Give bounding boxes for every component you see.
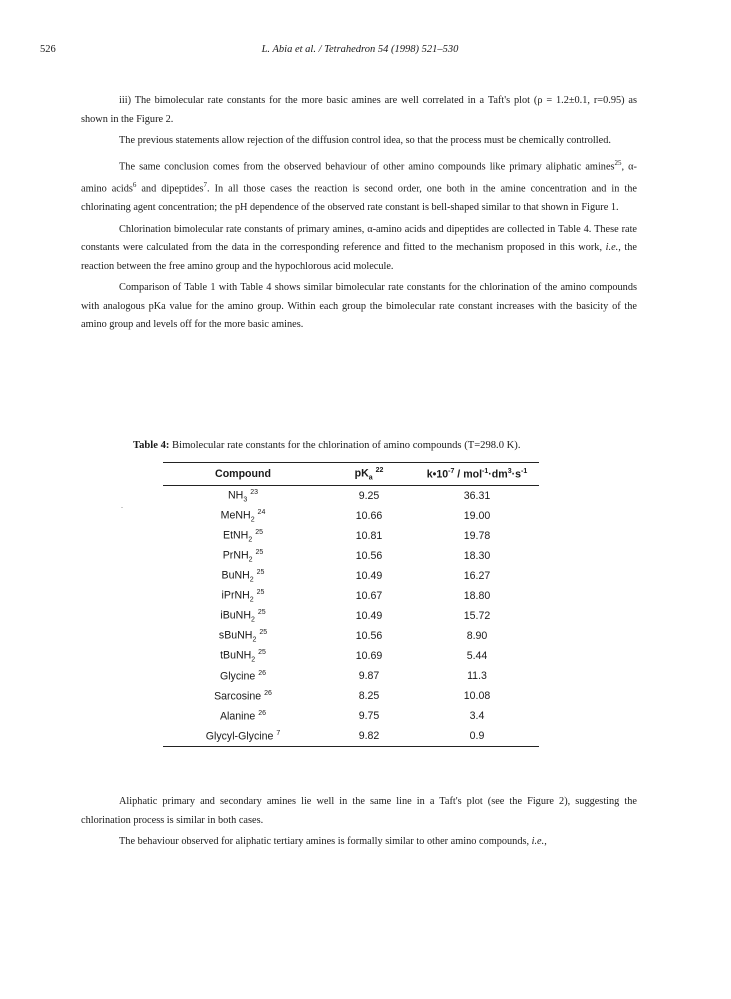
cell-compound: iBuNH$_2$ $^{25}$: [220, 608, 266, 624]
cell-rate-constant: 0.9: [415, 726, 539, 747]
cell-compound: Sarcosine $^{26}$: [214, 689, 272, 703]
table-row: [163, 726, 539, 747]
paragraph-1: iii) The bimolecular rate constants for the more basic amines are well correlated in a Taft's plot (ρ = 1.2±0.1, r=0.95) as shown in the Figure 2.: [81, 95, 637, 125]
table-row: [163, 686, 539, 706]
cell-pka: 10.49: [355, 610, 383, 622]
table-caption: Table 4: Bimolecular rate constants for the chlorination of amino compounds (T=298.0 K).: [133, 440, 521, 451]
paragraph-2: The previous statements allow rejection of the diffusion control idea, so that the process must be chemically controlled.: [119, 135, 611, 146]
cell-pka: 10.67: [355, 590, 383, 602]
table-body: [163, 486, 539, 747]
cell-rate-constant: 19.78: [463, 530, 491, 542]
table-row: [163, 546, 539, 566]
citation: 25: [614, 158, 622, 167]
cell-pka: 10.81: [355, 530, 383, 542]
cell-pka: 9.75: [358, 710, 380, 722]
cell-rate-constant: 16.27: [463, 570, 491, 582]
cell-rate-constant: 36.31: [463, 490, 491, 502]
cell-compound: BuNH$_2$ $^{25}$: [221, 568, 265, 584]
cell-rate-constant: 19.00: [463, 510, 491, 522]
cell-rate-constant: 18.30: [463, 550, 491, 562]
cell-pka: 9.87: [358, 670, 380, 682]
header-pka: $pK_a$ $^{22}$: [323, 463, 415, 486]
paragraph-6: Aliphatic primary and secondary amines lie well in the same line in a Taft's plot (see the Figure 2), suggesting the chlorination process is similar in both cases.: [81, 796, 637, 826]
table-row: [163, 486, 539, 507]
cell-pka: 9.82: [323, 726, 415, 747]
cell-pka: 10.56: [355, 630, 383, 642]
cell-pka: 10.69: [355, 650, 383, 662]
body-text-lower: [81, 793, 637, 855]
cell-compound: Glycine $^{26}$: [219, 669, 267, 683]
cell-compound: $NH_3$ $^{23}$: [228, 488, 258, 504]
cell-compound: Alanine $^{26}$: [219, 709, 267, 723]
paragraph-5: Comparison of Table 1 with Table 4 shows similar bimolecular rate constants for the chlorination of the amino compounds with analogous pKa value for the amino group. Within each group the bimolecular rate constant increases with the basicity of the amino group and levels off for the more basic amines.: [81, 282, 637, 331]
cell-rate-constant: 11.3: [467, 670, 487, 682]
cell-pka: 10.66: [355, 510, 383, 522]
table-4: [163, 462, 539, 747]
cell-rate-constant: 15.72: [463, 610, 491, 622]
table-row: [163, 606, 539, 626]
cell-compound: EtNH$_2$ $^{25}$: [223, 528, 263, 544]
table-row: [163, 586, 539, 606]
cell-rate-constant: 8.90: [466, 630, 488, 642]
table-row: [163, 566, 539, 586]
paragraph-3: The same conclusion comes from the observed behaviour of other amino compounds like primary aliphatic amines$^{25}$, α-amino acids$^6$ and dipeptides$^7$. In all those cases the reaction is second order, one both in the amine concentration and in the chlorinating agent concentration; the pH dependence of the observed rate constant is bell-shaped similar to that shown in Figure 1.: [81, 158, 637, 214]
table-row: [163, 506, 539, 526]
cell-pka: 10.49: [355, 570, 383, 582]
table-row: [163, 526, 539, 546]
cell-pka: 9.25: [358, 490, 380, 502]
paragraph-7: The behaviour observed for aliphatic tertiary amines is formally similar to other amino compounds, i.e.,: [119, 836, 547, 847]
page-number: 526: [40, 44, 56, 55]
citation: 7: [203, 181, 208, 190]
cell-rate-constant: 18.80: [463, 590, 491, 602]
cell-compound: tBuNH$_2$ $^{25}$: [220, 648, 266, 664]
stray-mark: .: [121, 501, 123, 510]
cell-pka: 8.25: [358, 690, 380, 702]
table-row: [163, 706, 539, 726]
table-row: [163, 626, 539, 646]
body-text-upper: [81, 92, 637, 338]
table-row: [163, 666, 539, 686]
cell-rate-constant: 3.4: [469, 710, 485, 722]
cell-compound: sBuNH$_2$ $^{25}$: [218, 628, 268, 644]
citation: 6: [132, 181, 137, 190]
running-title: L. Abia et al. / Tetrahedron 54 (1998) 521–530: [261, 44, 459, 55]
cell-compound: iPrNH$_2$ $^{25}$: [221, 588, 265, 604]
cell-compound: Glycyl-Glycine $^7$: [163, 726, 323, 747]
cell-rate-constant: 5.44: [466, 650, 488, 662]
paragraph-4: Chlorination bimolecular rate constants of primary amines, α-amino acids and dipeptides are collected in Table 4. These rate constants were calculated from the data in the corresponding reference and fitted to the mechanism proposed in this work, i.e., the reaction between the free amino group and the hypochlorous acid molecule.: [81, 223, 637, 272]
cell-rate-constant: 10.08: [463, 690, 491, 702]
cell-compound: PrNH$_2$ $^{25}$: [222, 548, 264, 564]
cell-compound: MeNH$_2$ $^{24}$: [220, 508, 266, 524]
header-compound: Compound: [163, 463, 323, 486]
table-header-row: [163, 463, 539, 486]
header-rate-constant: $k•10^{-7} / mol^{-1}\cdot dm^3\cdot s^{-1}$: [415, 463, 539, 486]
cell-pka: 10.56: [355, 550, 383, 562]
table-row: [163, 646, 539, 666]
